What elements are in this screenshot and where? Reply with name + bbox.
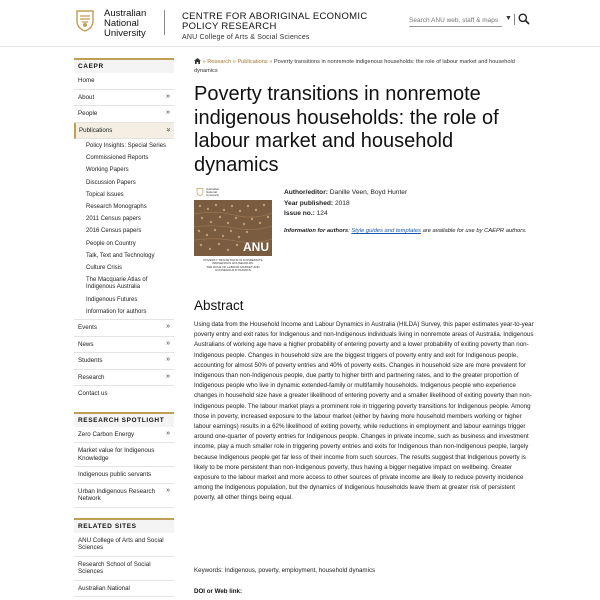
sidebar-item-label: Publications — [79, 126, 113, 134]
centre-title[interactable] — [182, 12, 367, 32]
chevron-right-icon[interactable]: » — [166, 323, 170, 331]
sidebar-heading-caepr: CAEPR — [74, 58, 174, 73]
submenu-item[interactable]: Information for authors — [74, 307, 174, 319]
chevron-right-icon[interactable]: » — [166, 339, 170, 347]
breadcrumb-separator: » — [202, 59, 206, 65]
submenu-item[interactable]: 2016 Census papers — [74, 226, 174, 238]
anu-logo-line: University — [104, 28, 146, 39]
centre-title-line: POLICY RESEARCH — [182, 21, 277, 32]
section-gap — [74, 402, 174, 412]
sidebar-item-label: Home — [78, 77, 95, 84]
college-link[interactable]: ANU College of Arts & Social Sciences — [182, 34, 310, 41]
sidebar-item-label: Contact us — [78, 390, 108, 398]
related-site-item[interactable] — [74, 533, 174, 557]
sidebar-item-events[interactable] — [74, 319, 174, 337]
cover-anu-wordmark: ANU — [243, 240, 269, 254]
sidebar-nav — [74, 58, 174, 597]
spotlight-label: Indigenous public servants — [78, 471, 152, 479]
spotlight-label: Market value for Indigenous Knowledge — [78, 447, 155, 462]
search-icon[interactable] — [518, 13, 530, 25]
breadcrumb-separator: » — [232, 59, 236, 65]
style-guides-link[interactable]: Style guides and templates — [351, 228, 421, 234]
search-scope-dropdown[interactable]: ▼ — [505, 15, 512, 22]
anu-logo-line: National — [104, 18, 139, 29]
spotlight-item[interactable] — [74, 467, 174, 484]
submenu-item[interactable]: Research Monographs — [74, 202, 174, 214]
meta-author — [284, 188, 544, 199]
publication-cover-image[interactable] — [194, 186, 272, 281]
abstract-heading: Abstract — [194, 298, 244, 313]
sidebar-item-research[interactable] — [74, 370, 174, 387]
sidebar-item-publications[interactable] — [74, 123, 174, 140]
related-site-item[interactable] — [74, 581, 174, 598]
submenu-item[interactable]: Working Papers — [74, 165, 174, 177]
spotlight-item[interactable] — [74, 484, 174, 508]
publications-submenu — [74, 139, 174, 319]
sidebar-item-label: About — [78, 93, 95, 101]
cover-title-line: POVERTY TRANSITIONS IN NONREMOTE — [203, 258, 263, 262]
meta-issue — [284, 209, 544, 220]
cover-title-line: THE ROLE OF LABOUR MARKET AND — [206, 264, 260, 269]
sidebar-item-label: News — [78, 340, 94, 348]
sidebar-item-home[interactable] — [74, 73, 174, 90]
chevron-right-icon[interactable]: » — [166, 92, 170, 100]
meta-year — [284, 199, 544, 210]
sidebar-item-about[interactable] — [74, 90, 174, 107]
sidebar-item-label: Students — [78, 357, 103, 365]
keywords: Keywords: Indigenous, poverty, employment, household dynamics — [194, 567, 376, 574]
spotlight-item[interactable] — [74, 427, 174, 444]
submenu-item[interactable]: People on Country — [74, 239, 174, 251]
submenu-item[interactable]: Talk, Text and Technology — [74, 251, 174, 263]
cover-title-line: INDIGENOUS HOUSEHOLDS: — [212, 261, 254, 266]
submenu-item[interactable]: Topical Issues — [74, 190, 174, 202]
chevron-down-icon[interactable]: » — [164, 127, 172, 132]
publication-meta — [284, 188, 544, 220]
anu-logo-text[interactable] — [104, 9, 146, 39]
breadcrumb — [194, 58, 534, 76]
sidebar-item-label: Research — [78, 373, 105, 381]
sidebar-heading-related: RELATED SITES — [74, 518, 174, 533]
centre-title-line: CENTRE FOR ABORIGINAL ECONOMIC — [182, 11, 368, 22]
meta-label: Issue no.: — [284, 210, 315, 217]
anu-crest-icon[interactable] — [76, 10, 94, 32]
info-colon: : — [348, 228, 350, 234]
doi-label: DOI or Web link: — [194, 588, 243, 595]
cover-logo-text — [206, 188, 219, 198]
submenu-item[interactable]: Culture Crisis — [74, 263, 174, 275]
page-title: Poverty transitions in nonremote indigenous households: the role of labour market and household dynamics — [194, 83, 499, 176]
cover-logo-line: National — [206, 190, 218, 195]
submenu-item[interactable]: The Macquarie Atlas of Indigenous Australia — [74, 275, 174, 294]
sidebar-item-label: Events — [78, 324, 97, 332]
search-input[interactable] — [409, 14, 502, 27]
spotlight-item[interactable] — [74, 443, 174, 467]
chevron-right-icon[interactable]: » — [166, 429, 170, 437]
sidebar-item-news[interactable] — [74, 337, 174, 354]
chevron-right-icon[interactable]: » — [166, 372, 170, 380]
info-text: are available for use by CAEPR authors. — [420, 228, 527, 234]
chevron-right-icon[interactable]: » — [166, 486, 170, 494]
sidebar-item-students[interactable] — [74, 353, 174, 370]
chevron-right-icon[interactable]: » — [166, 109, 170, 116]
submenu-item[interactable]: Policy Insights: Special Series — [74, 141, 174, 153]
home-icon[interactable] — [194, 58, 201, 64]
spotlight-label: Urban Indigenous Research Network — [78, 487, 156, 503]
cover-logo-line: Australian — [206, 187, 220, 191]
sidebar-item-label: People — [78, 110, 98, 117]
cover-logo-line: University — [206, 193, 220, 198]
chevron-right-icon[interactable]: » — [166, 356, 170, 364]
related-site-item[interactable] — [74, 557, 174, 581]
info-label: Information for authors — [284, 228, 349, 234]
search-divider — [514, 14, 515, 25]
abstract-text: Using data from the Household Income and Labour Dynamics in Australia (HILDA) Survey, this paper estimates year-to-year poverty entry and exit rates for Indigenous and non-Indigenous individuals living in nonremote areas of Australia. Indigenous Australians of working age have a higher probability of entering poverty and a lower probability of exiting poverty than non-Indigenous people. Changes in household size are the biggest triggers of poverty entry and exit for Indigenous people, accounting for almost 50% of poverty entries and 40% of poverty exits. Changes in household size are more prevalent for Indigenous than non-Indigenous people, due partly to higher birth and partnering rates, and to the greater proportion of Indigenous people who live in dynamic extended-family or multifamily households. Indigenous people who experience changes in household size have a greater likelihood of entering poverty and a smaller likelihood of exiting poverty than non-Indigenous people. The labour market plays a prominent role in triggering poverty transitions for Indigenous people. Among those in poverty, increased exposure to the labour market (either by having more household members working or higher labour earnings) results in a 62% likelihood of exiting poverty, while reductions in employment and labour earnings trigger around one-quarter of poverty entries for Indigenous people. Changes in private income, such as business and investment income, play a much smaller role in triggering poverty entries and exits for Indigenous than non-Indigenous people, largely because Indigenous people get far less of their income from such sources. The results suggest that Indigenous poverty is likely to be more persistent than non-Indigenous poverty, thus having a bigger negative impact on wellbeing. Greater exposure to the labour market and more access to other sources of private income are likely to reduce poverty incidence among the Indigenous population, but the dynamics of Indigenous households leave them at greater risk of persistent poverty, all other things being equal. — [194, 321, 534, 502]
section-gap — [74, 508, 174, 518]
sidebar-item-contact[interactable] — [74, 386, 174, 402]
anu-crest-icon — [196, 188, 204, 196]
site-header — [0, 0, 600, 47]
sidebar-item-people[interactable] — [74, 106, 174, 123]
anu-logo-line: Australian — [104, 8, 147, 19]
cover-title-band — [194, 256, 272, 281]
sidebar-heading-spotlight: RESEARCH SPOTLIGHT — [74, 412, 174, 427]
submenu-item[interactable]: Indigenous Futures — [74, 295, 174, 307]
meta-label: Author/editor: — [284, 189, 328, 196]
meta-value: 2018 — [334, 199, 350, 207]
meta-label: Year published: — [284, 199, 334, 207]
breadcrumb-separator: » — [269, 59, 273, 65]
meta-value: 124 — [316, 210, 328, 217]
related-site-label: ANU College of Arts and Social Sciences — [78, 536, 164, 552]
author-info-note — [284, 228, 542, 235]
submenu-item[interactable]: Commissioned Reports — [74, 153, 174, 165]
logo-divider — [164, 10, 165, 35]
breadcrumb-publications[interactable]: Publications — [237, 59, 268, 65]
meta-value: Danille Veen, Boyd Hunter — [329, 189, 408, 196]
submenu-item[interactable]: Discussion Papers — [74, 178, 174, 190]
spotlight-label: Zero Carbon Energy — [78, 430, 135, 438]
submenu-item[interactable]: 2011 Census papers — [74, 214, 174, 226]
related-site-label: Australian National — [78, 584, 130, 592]
related-site-label: Research School of Social Sciences — [78, 560, 151, 576]
cover-title-line: HOUSEHOLD DYNAMICS — [215, 268, 251, 273]
breadcrumb-current: Poverty transitions in nonremote indigenous households: the role of labour market and household dynamics — [194, 59, 515, 74]
breadcrumb-research[interactable]: Research — [207, 59, 232, 65]
